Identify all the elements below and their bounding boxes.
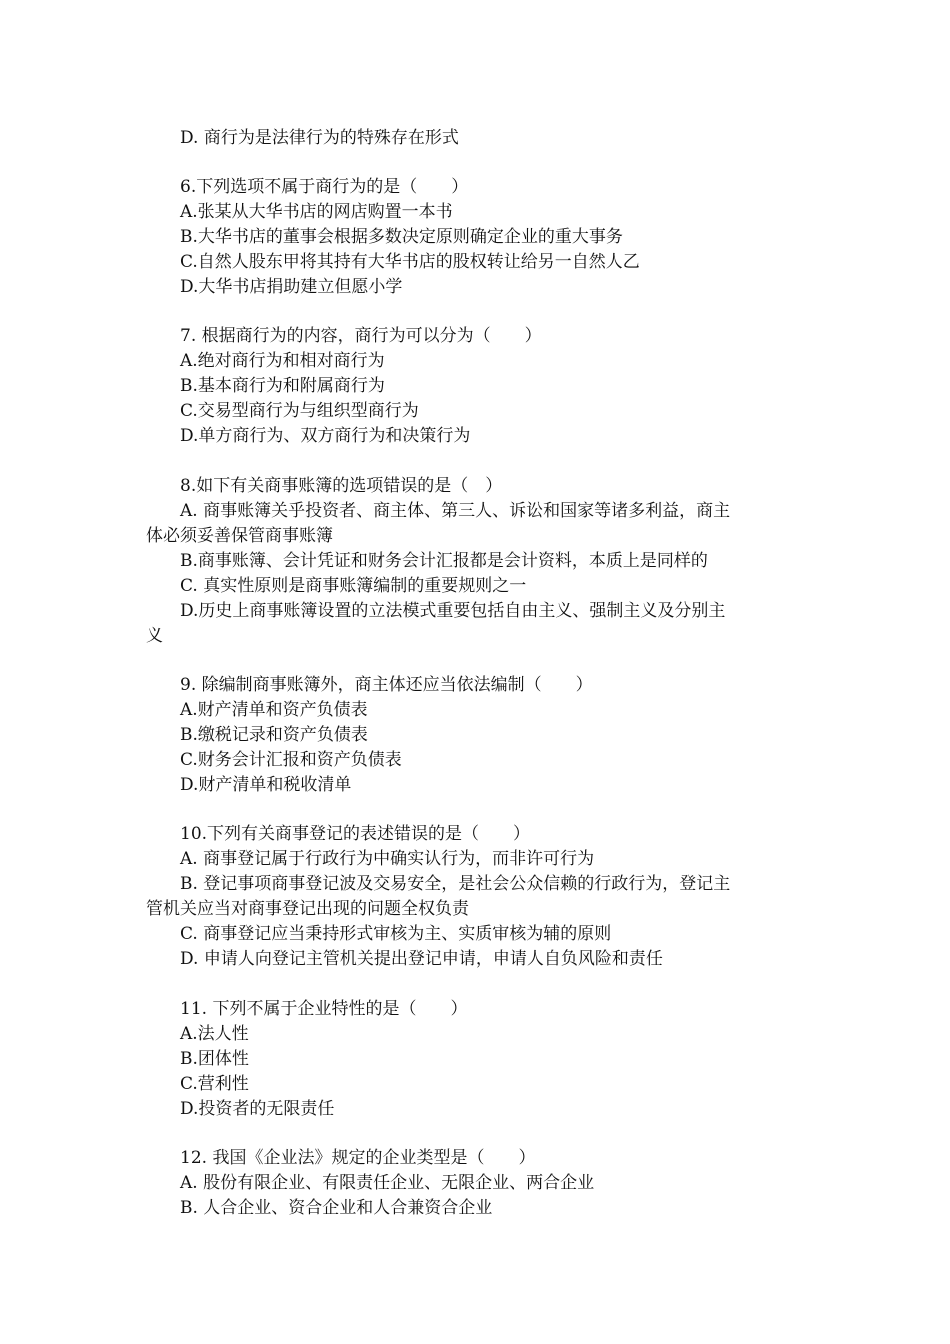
q12-option-a: A. 股份有限企业、有限责任企业、无限企业、两合企业 [180,1173,595,1193]
q10-option-c: C. 商事登记应当秉持形式审核为主、实质审核为辅的原则 [180,924,612,944]
q10-option-d: D. 申请人向登记主管机关提出登记申请，申请人自负风险和责任 [180,949,663,969]
q9-option-d: D.财产清单和税收清单 [180,775,352,795]
q8-option-b: B.商事账簿、会计凭证和财务会计汇报都是会计资料，本质上是同样的 [180,551,708,571]
q8-option-d-line1: D.历史上商事账簿设置的立法模式重要包括自由主义、强制主义及分别主 [180,601,726,621]
q6-option-c: C.自然人股东甲将其持有大华书店的股权转让给另一自然人乙 [180,252,640,272]
q7-option-d: D.单方商行为、双方商行为和决策行为 [180,426,471,446]
q8-option-a-line2: 体必须妥善保管商事账簿 [146,526,333,546]
q11-option-a: A.法人性 [180,1024,249,1044]
q10-option-a: A. 商事登记属于行政行为中确实认行为，而非许可行为 [180,849,595,869]
q11-option-d: D.投资者的无限责任 [180,1099,335,1119]
q11-option-c: C.营利性 [180,1074,249,1094]
q9-stem: 9. 除编制商事账簿外，商主体还应当依法编制（ ） [180,675,593,695]
q11-option-b: B.团体性 [180,1049,249,1069]
q10-stem: 10.下列有关商事登记的表述错误的是（ ） [180,824,531,844]
q12-option-b: B. 人合企业、资合企业和人合兼资合企业 [180,1198,493,1218]
q8-stem: 8.如下有关商事账簿的选项错误的是（ ） [180,476,503,496]
q10-option-b-line1: B. 登记事项商事登记波及交易安全，是社会公众信赖的行政行为，登记主 [180,874,731,894]
q7-option-c: C.交易型商行为与组织型商行为 [180,401,419,421]
q11-stem: 11. 下列不属于企业特性的是（ ） [180,999,468,1019]
q8-option-c: C. 真实性原则是商事账簿编制的重要规则之一 [180,576,527,596]
q7-option-a: A.绝对商行为和相对商行为 [180,351,385,371]
q7-stem: 7. 根据商行为的内容，商行为可以分为（ ） [180,326,542,346]
q12-stem: 12. 我国《企业法》规定的企业类型是（ ） [180,1148,536,1168]
q7-option-b: B.基本商行为和附属商行为 [180,376,385,396]
q9-option-c: C.财务会计汇报和资产负债表 [180,750,402,770]
q5-option-d: D. 商行为是法律行为的特殊存在形式 [180,128,459,148]
q6-option-d: D.大华书店捐助建立但愿小学 [180,277,403,297]
q6-option-b: B.大华书店的董事会根据多数决定原则确定企业的重大事务 [180,227,623,247]
q9-option-b: B.缴税记录和资产负债表 [180,725,368,745]
q8-option-a-line1: A. 商事账簿关乎投资者、商主体、第三人、诉讼和国家等诸多利益，商主 [180,501,731,521]
q8-option-d-line2: 义 [146,626,163,646]
q6-stem: 6.下列选项不属于商行为的是（ ） [180,177,469,197]
q10-option-b-line2: 管机关应当对商事登记出现的问题全权负责 [146,899,469,919]
q6-option-a: A.张某从大华书店的网店购置一本书 [180,202,453,222]
q9-option-a: A.财产清单和资产负债表 [180,700,368,720]
